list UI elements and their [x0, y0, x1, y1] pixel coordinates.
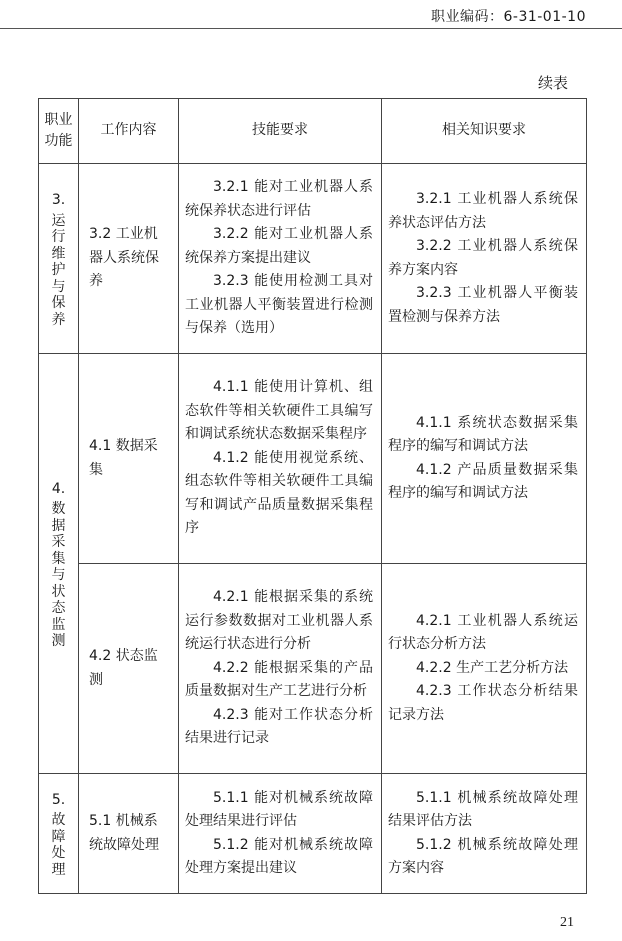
- occupation-code: 职业编码：6-31-01-10: [430, 9, 586, 25]
- skill-cell: [179, 774, 382, 894]
- knowledge-cell: [382, 564, 587, 774]
- table-row: [39, 774, 587, 894]
- skill-item: 5.1.1 能对机械系统故障处理结果进行评估: [185, 789, 373, 829]
- skill-item: 4.2.3 能对工作状态分析结果进行记录: [185, 706, 373, 747]
- function-cell-5: 5. 故障处理: [39, 774, 79, 894]
- header-rule: [0, 28, 622, 29]
- knowledge-item: 3.2.3 工业机器人平衡装置检测与保养方法: [388, 285, 578, 325]
- knowledge-item: 3.2.2 工业机器人系统保养方案内容: [388, 238, 578, 278]
- work-content-cell: 4.2 状态监测: [79, 564, 179, 774]
- work-content-cell: 5.1 机械系统故障处理: [79, 774, 179, 894]
- skill-cell: [179, 164, 382, 354]
- knowledge-cell: [382, 354, 587, 564]
- knowledge-item: 4.1.1 系统状态数据采集程序的编写和调试方法: [388, 414, 578, 454]
- table-header-row: [39, 99, 587, 164]
- knowledge-item: 4.1.2 产品质量数据采集程序的编写和调试方法: [388, 461, 578, 501]
- skill-cell: [179, 354, 382, 564]
- header-knowledge-requirements: 相关知识要求: [382, 99, 587, 164]
- table-row: [39, 164, 587, 354]
- skill-item: 4.1.1 能使用计算机、组态软件等相关软硬件工具编写和调试系统状态数据采集程序: [185, 379, 373, 443]
- skill-item: 3.2.3 能使用检测工具对工业机器人平衡装置进行检测与保养（选用）: [185, 273, 373, 337]
- work-content-cell: 4.1 数据采集: [79, 354, 179, 564]
- knowledge-item: 4.2.2 生产工艺分析方法: [416, 659, 569, 676]
- function-cell-4: 4. 数据采集与状态监测: [39, 354, 79, 774]
- knowledge-cell: [382, 774, 587, 894]
- function-cell-3: 3. 运行维护与保养: [39, 164, 79, 354]
- work-content-cell: 3.2 工业机器人系统保养: [79, 164, 179, 354]
- header-function: 职业 功能: [39, 99, 79, 164]
- knowledge-item: 4.2.1 工业机器人系统运行状态分析方法: [388, 612, 578, 653]
- skill-item: 5.1.2 能对机械系统故障处理方案提出建议: [185, 836, 373, 876]
- knowledge-item: 4.2.3 工作状态分析结果记录方法: [388, 683, 578, 723]
- knowledge-item: 5.1.1 机械系统故障处理结果评估方法: [388, 789, 578, 829]
- header-skill-requirements: 技能要求: [179, 99, 382, 164]
- skill-item: 3.2.1 能对工业机器人系统保养状态进行评估: [185, 179, 373, 219]
- skill-item: 4.2.1 能根据采集的系统运行参数数据对工业机器人系统运行状态进行分析: [185, 589, 373, 653]
- skill-item: 3.2.2 能对工业机器人系统保养方案提出建议: [185, 226, 373, 266]
- skills-table: [38, 98, 587, 894]
- continued-label: 续表: [537, 74, 568, 92]
- knowledge-item: 5.1.2 机械系统故障处理方案内容: [388, 836, 578, 876]
- page-number: 21: [560, 915, 574, 930]
- skill-item: 4.1.2 能使用视觉系统、组态软件等相关软硬件工具编写和调试产品质量数据采集程序: [185, 449, 373, 537]
- header-work-content: 工作内容: [79, 99, 179, 164]
- table-row: [39, 564, 587, 774]
- skill-cell: [179, 564, 382, 774]
- table-row: [39, 354, 587, 564]
- knowledge-cell: [382, 164, 587, 354]
- skill-item: 4.2.2 能根据采集的产品质量数据对生产工艺进行分析: [185, 659, 373, 700]
- knowledge-item: 3.2.1 工业机器人系统保养状态评估方法: [388, 191, 578, 231]
